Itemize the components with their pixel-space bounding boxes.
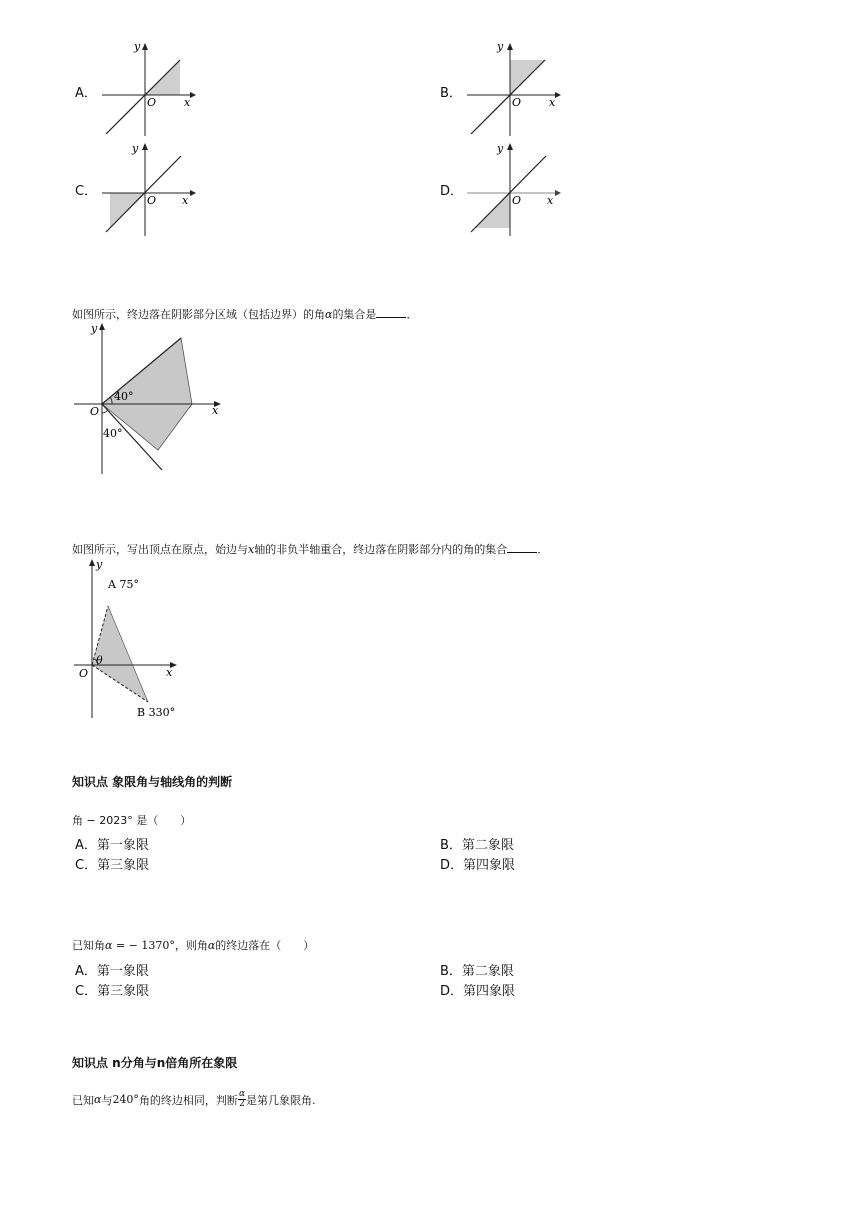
y-arrow — [507, 143, 513, 150]
q3-text-before: 如图所示，写出顶点在原点，始边与 — [72, 543, 248, 556]
alpha-symbol: α — [94, 1093, 102, 1106]
theta-label: θ — [96, 654, 103, 667]
y-arrow — [507, 43, 513, 50]
q2-text-after: 的集合是 — [332, 308, 377, 321]
fraction-denominator: 2 — [239, 1099, 245, 1109]
question-4-stem: 角 − 2023° 是（ ） — [72, 814, 192, 827]
q4-choice-c[interactable]: C．第三象限 — [75, 858, 150, 873]
section-heading-n-multiple-angles: 知识点 n分角与n倍角所在象限 — [72, 1056, 238, 1070]
option-c-label: C． — [75, 184, 98, 199]
alpha-symbol-2: α — [207, 939, 216, 952]
alpha-symbol: α — [105, 939, 113, 952]
origin-label: O — [79, 667, 89, 680]
x-label: x — [549, 96, 556, 109]
x-label: x — [182, 194, 189, 207]
q4-choice-a[interactable]: A．第一象限 — [75, 838, 149, 853]
x-arrow — [555, 190, 561, 196]
x-label: x — [184, 96, 191, 109]
alpha-over-two-fraction — [238, 1090, 246, 1109]
x-arrow — [555, 92, 561, 98]
q2-text-before: 如图所示，终边落在阴影部分区域（包括边界）的角 — [72, 308, 325, 321]
x-label: x — [212, 404, 219, 417]
q3-end: ． — [537, 543, 549, 556]
question-3-text — [72, 541, 548, 557]
q6-text-after: 角的终边相同，判断 — [138, 1093, 238, 1107]
q5-choice-a[interactable]: A．第一象限 — [75, 964, 149, 979]
option-b-graph — [463, 40, 568, 140]
question-6-text — [72, 1090, 316, 1109]
question-2-figure — [70, 320, 230, 480]
q6-text-before: 已知 — [72, 1093, 94, 1107]
angle-label-bottom: 40° — [103, 427, 123, 440]
option-b-label: B． — [440, 86, 462, 101]
angle-label-top: 40° — [114, 390, 134, 403]
q6-text-end: 是第几象限角. — [246, 1093, 316, 1107]
y-label: y — [497, 142, 504, 155]
q5-choice-b[interactable]: B．第二象限 — [440, 964, 514, 979]
option-a-label: A． — [75, 86, 97, 101]
origin-label: O — [512, 194, 522, 207]
q4-choice-d[interactable]: D．第四象限 — [440, 858, 516, 873]
y-arrow — [89, 559, 95, 566]
q5-choice-c[interactable]: C．第三象限 — [75, 984, 150, 999]
q6-text-mid: 与 — [101, 1093, 113, 1107]
option-d-label: D． — [440, 184, 464, 199]
option-a-graph — [98, 40, 203, 140]
diagonal-line — [471, 60, 545, 134]
y-label: y — [134, 40, 141, 53]
alpha-symbol: α — [325, 308, 333, 321]
option-d-graph — [463, 140, 568, 240]
y-arrow — [142, 43, 148, 50]
y-label: y — [132, 142, 139, 155]
y-arrow — [99, 323, 105, 330]
origin-label: O — [512, 96, 522, 109]
section-heading-quadrant-angles: 知识点 象限角与轴线角的判断 — [72, 775, 233, 789]
y-label: y — [91, 322, 98, 335]
angle-value: 240° — [112, 1093, 139, 1106]
x-label: x — [547, 194, 554, 207]
question-5-stem — [72, 937, 314, 953]
q5-choice-d[interactable]: D．第四象限 — [440, 984, 516, 999]
y-label: y — [497, 40, 504, 53]
diagonal-line — [106, 60, 180, 134]
question-3-figure — [70, 556, 200, 726]
point-b-label: B 330° — [137, 706, 176, 719]
answer-blank — [507, 543, 537, 553]
q5-stem-after: 的终边落在（ ） — [215, 939, 315, 952]
x-label: x — [166, 666, 173, 679]
origin-label: O — [147, 194, 157, 207]
q2-end: ． — [406, 308, 418, 321]
q5-stem-mid: = − 1370°，则角 — [112, 939, 208, 952]
origin-label: O — [90, 405, 100, 418]
fraction-numerator: α — [238, 1089, 246, 1099]
x-variable: x — [248, 543, 255, 556]
answer-blank — [376, 308, 406, 318]
q5-stem-before: 已知角 — [72, 939, 105, 952]
y-label: y — [96, 558, 103, 571]
q3-text-after: 轴的非负半轴重合，终边落在阴影部分内的角的集合 — [254, 543, 508, 556]
x-arrow — [190, 190, 196, 196]
y-arrow — [142, 143, 148, 150]
q4-choice-b[interactable]: B．第二象限 — [440, 838, 514, 853]
x-arrow — [190, 92, 196, 98]
origin-label: O — [147, 96, 157, 109]
point-a-label: A 75° — [108, 578, 139, 591]
lower-angle-arc — [102, 410, 108, 413]
option-c-graph — [98, 140, 203, 240]
